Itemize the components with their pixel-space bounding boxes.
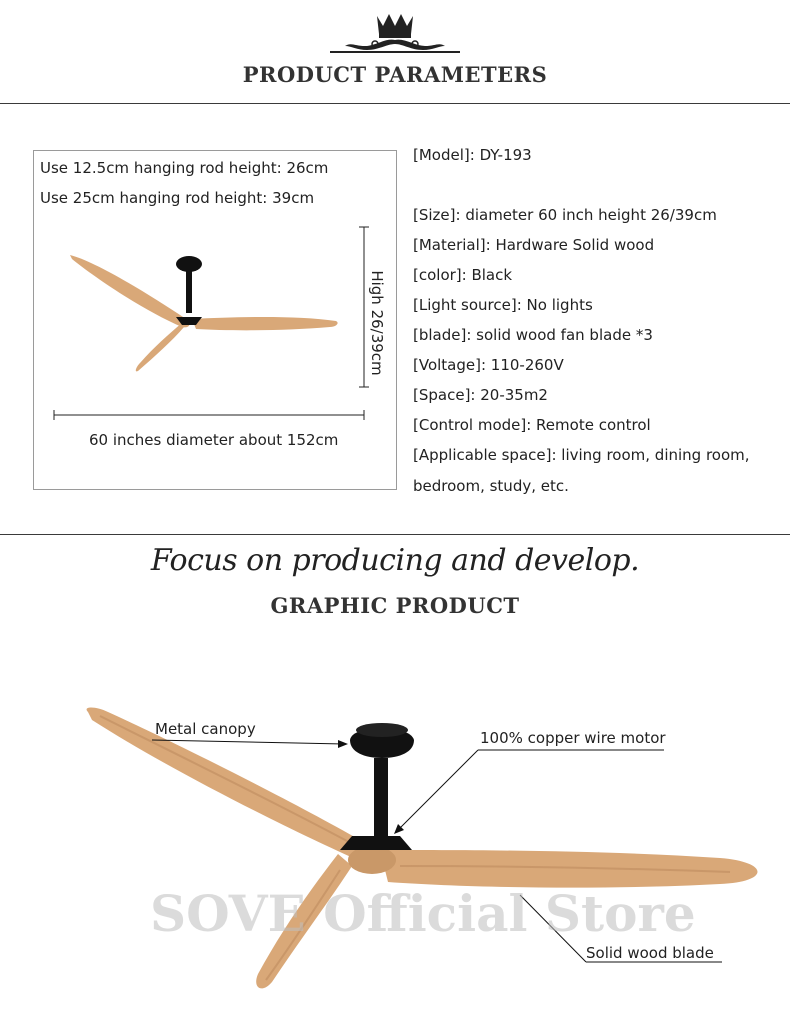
graphic-title: GRAPHIC PRODUCT [270, 593, 520, 618]
spec-space: [Space]: 20-35m2 [413, 386, 548, 404]
dimension-box [33, 150, 397, 490]
crown-ornament-icon [325, 12, 465, 56]
fan-product-illustration [0, 690, 790, 1027]
rod-height-26: Use 12.5cm hanging rod height: 26cm [40, 159, 329, 177]
spec-control-mode: [Control mode]: Remote control [413, 416, 651, 434]
script-tagline: Focus on producing and develop. [150, 543, 640, 578]
spec-model: [Model]: DY-193 [413, 146, 532, 164]
metal-canopy-label: Metal canopy [155, 720, 256, 738]
store-watermark: SOVE Official Store [150, 884, 696, 943]
diameter-label: 60 inches diameter about 152cm [89, 431, 339, 449]
parameters-title: PRODUCT PARAMETERS [242, 62, 548, 87]
spec-light-source: [Light source]: No lights [413, 296, 593, 314]
spec-size: [Size]: diameter 60 inch height 26/39cm [413, 206, 717, 224]
rod-height-39: Use 25cm hanging rod height: 39cm [40, 189, 315, 207]
spec-color: [color]: Black [413, 266, 513, 284]
divider [0, 103, 790, 104]
spec-material: [Material]: Hardware Solid wood [413, 236, 655, 254]
divider [0, 534, 790, 535]
height-label: High 26/39cm [368, 270, 386, 376]
spec-applicable-space: [Applicable space]: living room, dining room, [413, 446, 750, 464]
spec-blade: [blade]: solid wood fan blade *3 [413, 326, 653, 344]
blade-label: Solid wood blade [586, 944, 714, 962]
motor-label: 100% copper wire motor [480, 729, 666, 747]
spec-voltage: [Voltage]: 110-260V [413, 356, 564, 374]
spec-applicable-space-cont: bedroom, study, etc. [413, 477, 569, 495]
